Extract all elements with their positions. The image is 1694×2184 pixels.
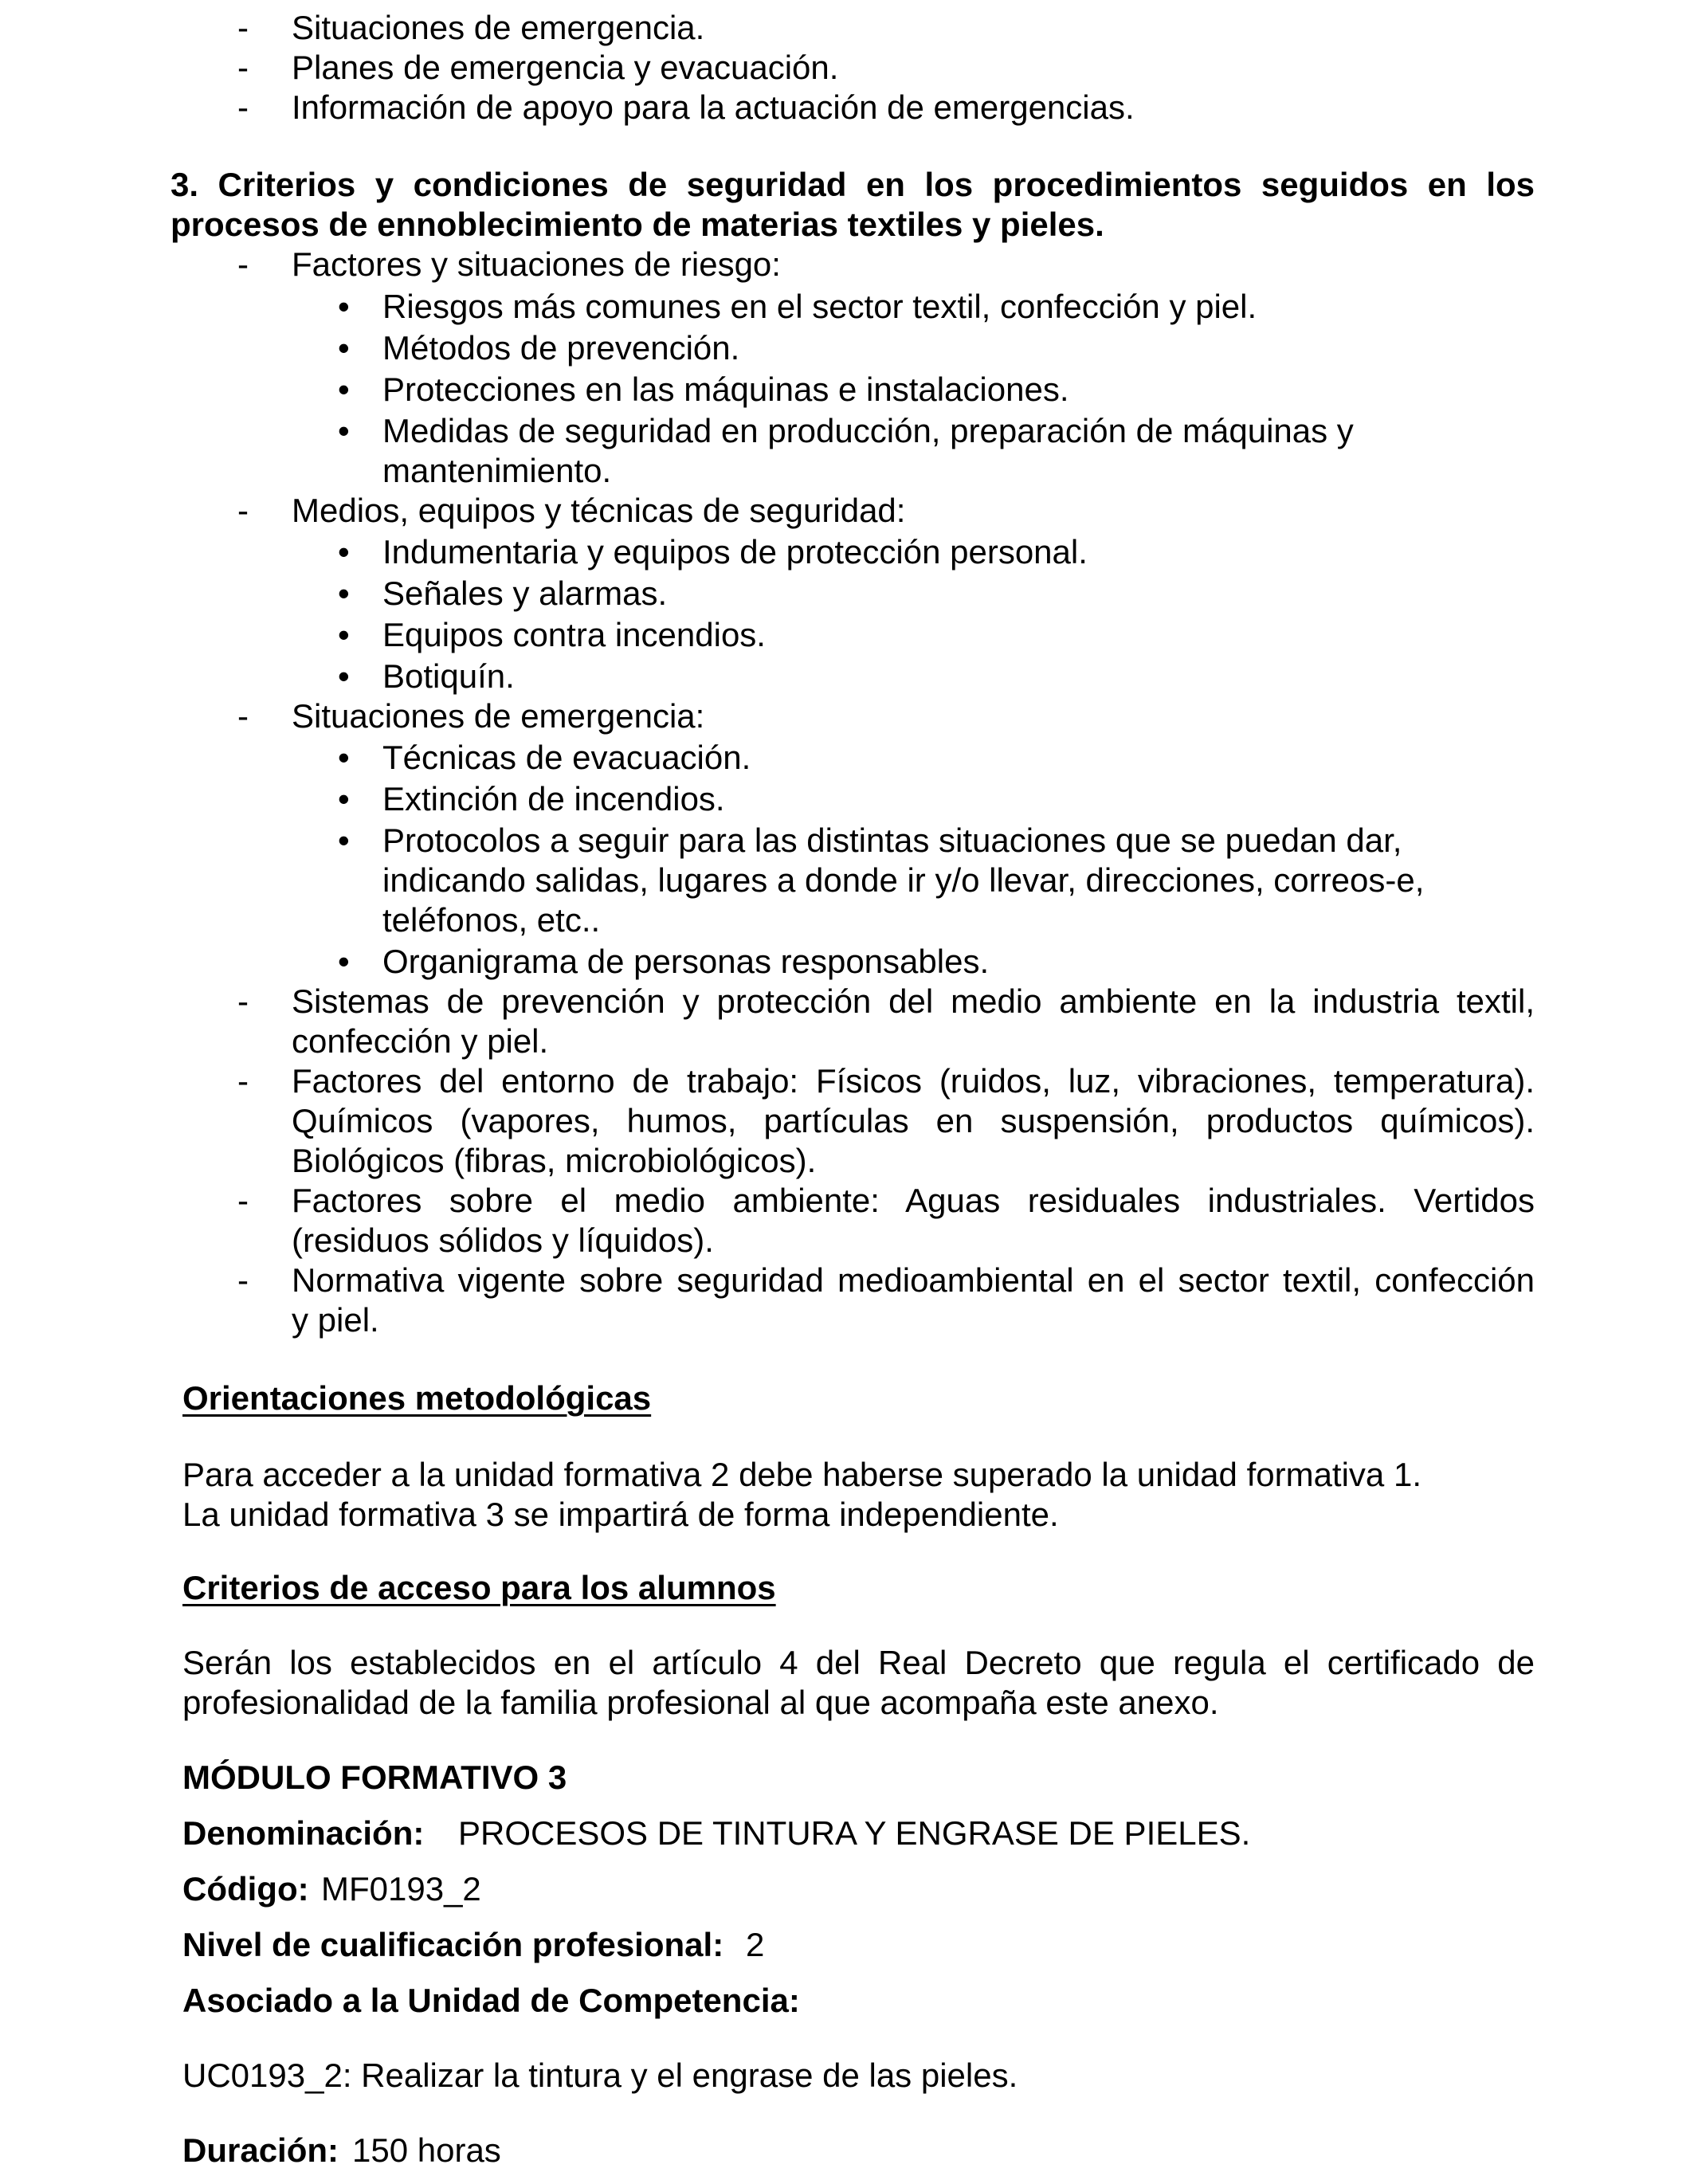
bullet-item-cont: teléfonos, etc.. (382, 901, 601, 939)
bullet-item-cont: mantenimiento. (382, 452, 612, 489)
denominacion-value: PROCESOS DE TINTURA Y ENGRASE DE PIELES. (458, 1814, 1251, 1852)
list-item: Sistemas de prevención y protección del medio ambiente en la industria textil, (292, 982, 1535, 1020)
list-item-cont: y piel. (292, 1301, 379, 1339)
bullet-marker: • (338, 574, 350, 612)
list-item-cont: Químicos (vapores, humos, partículas en suspensión, productos químicos). (292, 1102, 1535, 1139)
list-item: Información de apoyo para la actuación de emergencias. (292, 88, 1135, 126)
section-heading-cont: procesos de ennoblecimiento de materias textiles y pieles. (171, 206, 1104, 243)
asociado-label: Asociado a la Unidad de Competencia: (182, 1982, 800, 2019)
list-dash: - (237, 49, 249, 86)
list-item: Factores y situaciones de riesgo: (292, 245, 781, 283)
bullet-marker: • (338, 533, 350, 571)
section-heading: 3. Criterios y condiciones de seguridad en los procedimientos seguidos en los (171, 166, 1535, 203)
nivel-label: Nivel de cualificación profesional: (182, 1926, 724, 1963)
bullet-marker: • (338, 288, 350, 325)
paragraph-line: profesionalidad de la familia profesional al que acompaña este anexo. (182, 1684, 1219, 1721)
bullet-item: Protecciones en las máquinas e instalaciones. (382, 371, 1069, 408)
bullet-marker: • (338, 329, 350, 367)
bullet-marker: • (338, 616, 350, 653)
list-dash: - (237, 9, 249, 46)
bullet-marker: • (338, 780, 350, 818)
bullet-item: Indumentaria y equipos de protección personal. (382, 533, 1088, 571)
list-item: Situaciones de emergencia. (292, 9, 705, 46)
bullet-item: Medidas de seguridad en producción, preparación de máquinas y (382, 412, 1354, 449)
paragraph-line: Serán los establecidos en el artículo 4 del Real Decreto que regula el certificado de (182, 1644, 1535, 1681)
bullet-item: Equipos contra incendios. (382, 616, 766, 653)
bullet-item: Técnicas de evacuación. (382, 739, 751, 776)
bullet-item: Extinción de incendios. (382, 780, 725, 818)
list-dash: - (237, 245, 249, 283)
uc-text: UC0193_2: Realizar la tintura y el engrase de las pieles. (182, 2057, 1018, 2094)
bullet-item: Métodos de prevención. (382, 329, 740, 367)
list-item: Situaciones de emergencia: (292, 697, 705, 735)
bullet-item: Protocolos a seguir para las distintas situaciones que se puedan dar, (382, 821, 1402, 859)
duracion-label: Duración: (182, 2131, 339, 2169)
list-dash: - (237, 697, 249, 735)
list-item: Normativa vigente sobre seguridad medioambiental en el sector textil, confección (292, 1261, 1535, 1299)
bullet-item: Botiquín. (382, 657, 515, 695)
bullet-marker: • (338, 657, 350, 695)
section-heading: Orientaciones metodológicas (182, 1379, 652, 1417)
bullet-marker: • (338, 371, 350, 408)
paragraph-line: Para acceder a la unidad formativa 2 debe haberse superado la unidad formativa 1. (182, 1456, 1421, 1493)
list-item-cont: Biológicos (fibras, microbiológicos). (292, 1142, 817, 1179)
bullet-item: Señales y alarmas. (382, 574, 668, 612)
paragraph-line: La unidad formativa 3 se impartirá de forma independiente. (182, 1496, 1059, 1533)
bullet-marker: • (338, 739, 350, 776)
denominacion-label: Denominación: (182, 1814, 425, 1852)
bullet-item: Riesgos más comunes en el sector textil, confección y piel. (382, 288, 1257, 325)
list-dash: - (237, 1182, 249, 1219)
nivel-value: 2 (746, 1926, 765, 1963)
list-dash: - (237, 492, 249, 529)
list-item: Medios, equipos y técnicas de seguridad: (292, 492, 906, 529)
list-dash: - (237, 1062, 249, 1100)
bullet-marker: • (338, 821, 350, 859)
bullet-item-cont: indicando salidas, lugares a donde ir y/o llevar, direcciones, correos-e, (382, 861, 1425, 899)
module-title: MÓDULO FORMATIVO 3 (182, 1759, 567, 1796)
list-item: Factores sobre el medio ambiente: Aguas residuales industriales. Vertidos (292, 1182, 1535, 1219)
codigo-label: Código: (182, 1870, 309, 1908)
list-item: Planes de emergencia y evacuación. (292, 49, 839, 86)
section-heading: Criterios de acceso para los alumnos (182, 1569, 776, 1606)
codigo-value: MF0193_2 (321, 1870, 481, 1908)
list-dash: - (237, 982, 249, 1020)
list-item-cont: confección y piel. (292, 1022, 549, 1060)
bullet-marker: • (338, 943, 350, 980)
bullet-item: Organigrama de personas responsables. (382, 943, 990, 980)
bullet-marker: • (338, 412, 350, 449)
list-item-cont: (residuos sólidos y líquidos). (292, 1221, 714, 1259)
duracion-value: 150 horas (352, 2131, 501, 2169)
list-dash: - (237, 1261, 249, 1299)
list-dash: - (237, 88, 249, 126)
list-item: Factores del entorno de trabajo: Físicos (ruidos, luz, vibraciones, temperatura). (292, 1062, 1535, 1100)
